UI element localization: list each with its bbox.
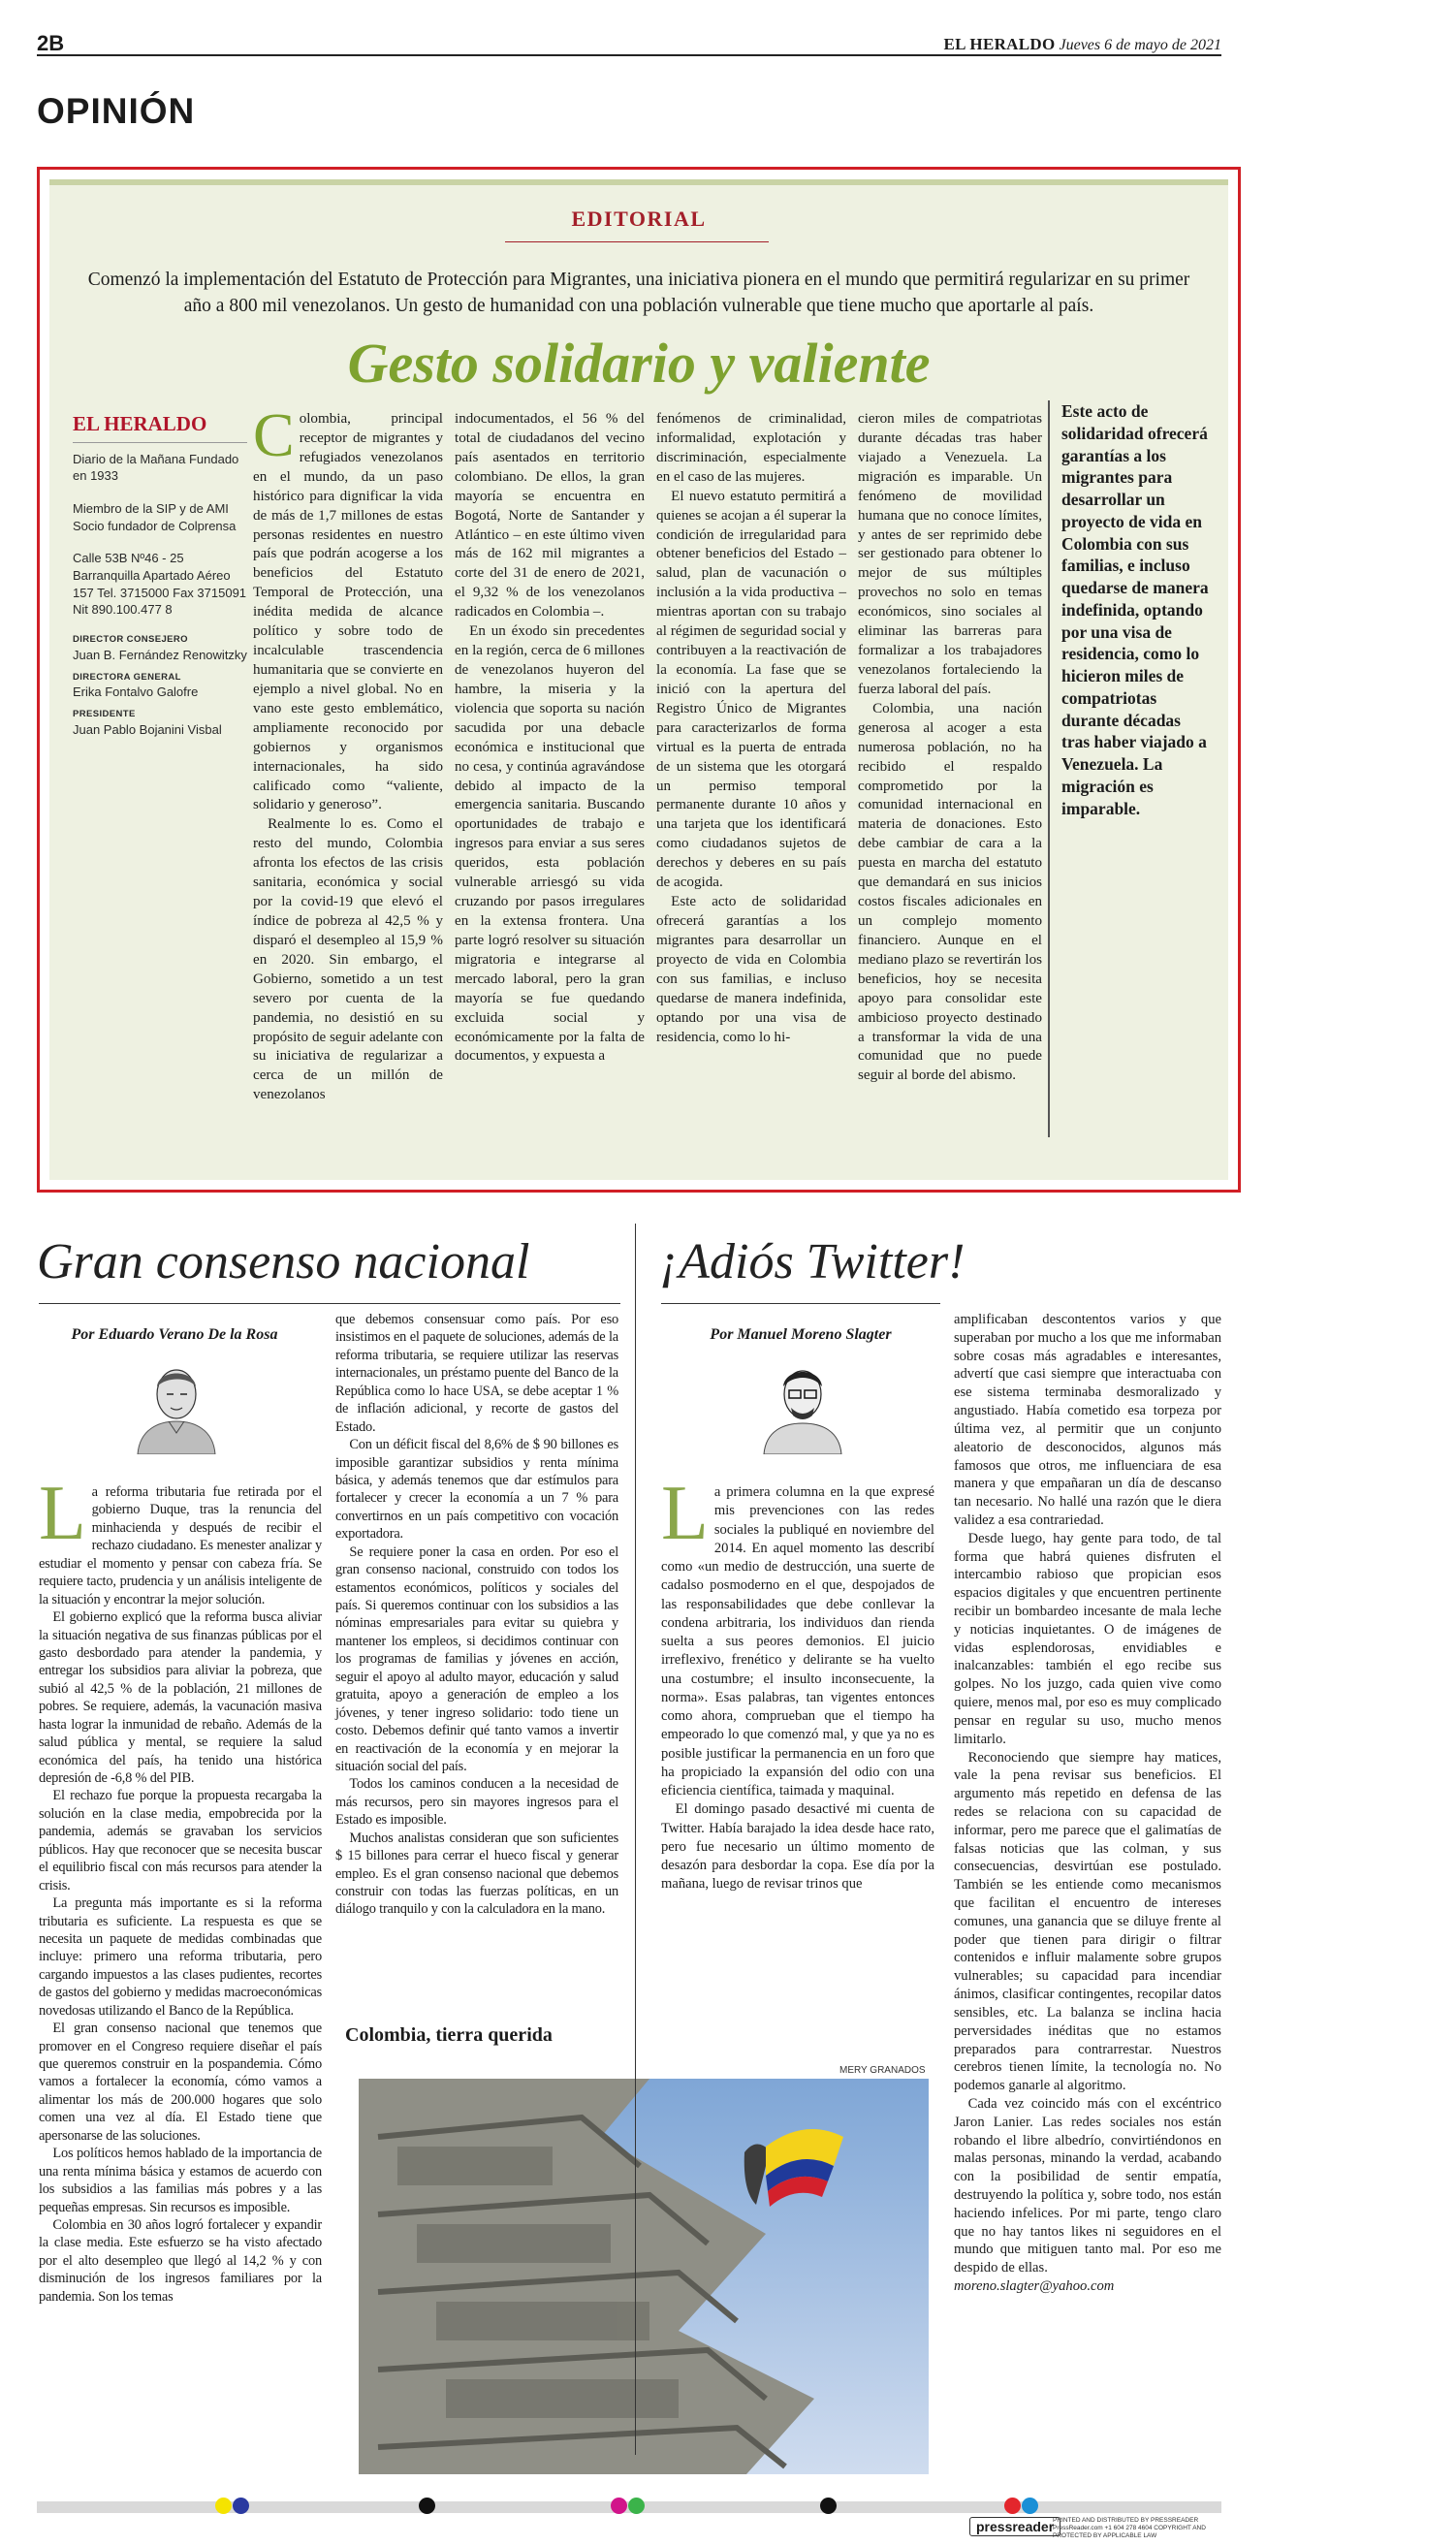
address-text: Calle 53B Nº46 - 25 Barranquilla Apartado Aéreo 157 Tel. 3715000 Fax 3715091 Nit 890.100.477 8 <box>73 551 247 618</box>
left-p2: El gobierno explicó que la reforma busca aliviar la situación negativa de sus finanzas públicas por el gasto desbordado para atender la pandemia, y entregar los subsidios para aliviar la pobreza, que subió al 42,5 % de la población, 21 millones de pobres. Se requiere, además, la vacunación masiva hasta lograr la inmunidad de rebaño. Además de la salud pública y mental, se requiere la salud económica del país, ha tenido una histórica depresión de -6,8 % del PIB. <box>39 1609 322 1786</box>
editorial-lead: Comenzó la implementación del Estatuto de Protección para Migrantes, una iniciativa pionera en el mundo que permitirá regularizar en su primer año a 800 mil venezolanos. Un gesto de humanidad con una población vulnerable que tiene mucho que aportarle al país. <box>87 270 1190 317</box>
left-title-rule <box>39 1303 620 1304</box>
author-portrait-moreno <box>758 1352 847 1454</box>
left-q1: que debemos consensuar como país. Por eso insistimos en el paquete de soluciones, además de la reforma tributaria, se requiere utilizar las reservas internacionales, un préstamo puente del Banco de la República como lo hace USA, se debe aceptar 1 % de inflación adicional, y recorte de gastos del Estado. <box>335 1312 618 1435</box>
left-p7: Colombia en 30 años logró fortalecer y expandir la clase media. Este esfuerzo se ha visto afectado por el alto desempleo que llegó al 14,2 % y con disminución de los ingresos familiares por la pandemia. Son los temas <box>39 2216 322 2305</box>
role-presidente: PRESIDENTE <box>73 709 136 720</box>
masthead-right <box>944 35 1221 54</box>
page-number: 2B <box>37 31 65 55</box>
right-title-rule <box>661 1303 940 1304</box>
paper-name: EL HERALDO <box>943 35 1056 53</box>
editorial-frame <box>37 167 1241 1193</box>
photo-building-flag <box>359 2079 929 2474</box>
left-p4: La pregunta más importante es si la reforma tributaria es suficiente. La respuesta es que se necesita un paquete de medidas combinadas que incluye: primero una reforma tributaria, pero cargando impuestos a las clases pudientes, recortes de gastos del gobierno y medidas macroeconómicas novedosas utilizando el Banco de la República. <box>39 1895 322 2019</box>
right-q3: Reconociendo que siempre hay matices, vale la pena revisar sus beneficios. El argumento más repetido en defensa de las redes se relaciona con su capacidad de informar, pero me parece que el galimatías de falsas noticias que las colman, y sus consecuencias, desvirtúan ese postulado. También se les entiende como mecanismos que facilitan el encuentro de intereses comunes, una ganancia que se diluye frente al poder que tienen para dirigir o filtrar contenidos e influir malamente sobre grupos vulnerables; su capacidad para incendiar ánimos, clasificar contingentes, recopilar datos sensibles, etc. La balanza se inclina hacia perversidades inéditas que no estamos preparados para contrarrestar. Nuestros cerebros tienen límite, la tecnología no. No podemos ganarle al algoritmo. <box>954 1749 1221 2094</box>
right-column-title: ¡Adiós Twitter! <box>659 1234 965 1289</box>
pressreader-notice: PRINTED AND DISTRIBUTED BY PRESSREADER PressReader.com +1 604 278 4604 COPYRIGHT AND PROTECTED BY APPLICABLE LAW <box>1053 2517 1206 2539</box>
name-directora: Erika Fontalvo Galofre <box>73 684 199 700</box>
drop-cap-left: L <box>39 1471 86 1556</box>
el-heraldo-logo: EL HERALDO <box>73 410 247 443</box>
editorial-column-4 <box>858 410 1042 1086</box>
drop-cap: C <box>253 400 295 469</box>
editorial-col4-p2: Colombia, una nación generosa al acoger a esta numerosa población, no ha recibido el respaldo comprometido por la comunidad internacional en materia de donaciones. Esto debe cambiar de cara a la puesta en marcha del estatuto que demandará en sus inicios costos fiscales adicionales en un complejo momento financiero. Aunque en el mediano plazo se revertirán los beneficios, hoy se necesita apoyo para consolidar este ambicioso proyecto destinado a transformar la vida de una comunidad que no puede seguir al borde del abismo. <box>858 700 1042 1084</box>
left-p3: El rechazo fue porque la propuesta recargaba la solución en la clase media, empobrecida por la pandemia, además se gravaban los servicios públicos. Hay que reconocer que se necesita buscar el equilibrio fiscal con más recursos para atender la crisis. <box>39 1788 322 1894</box>
editorial-column-1 <box>253 400 443 1105</box>
author-portrait-verano <box>130 1352 223 1454</box>
pressreader-logo[interactable]: pressreader <box>969 2517 1060 2536</box>
editorial-col1-p1: olombia, principal receptor de migrantes y refugiados venezolanos en el mundo, da un paso histórico para dignificar la vida de más de 1,7 millones de estas personas residentes en nuestro país que podrán acogerse a los beneficios del Estatuto Temporal de Protección, una inédita medida de alcance político y sobre todo de incalculable trascendencia humanitaria que se convierte en ejemplo a nivel global. No en vano este gesto emblemático, ampliamente reconocido por gobiernos y organismos internacionales, ha sido calificado como “valiente, solidario y generoso”. <box>253 411 443 813</box>
color-dot-cyan <box>1022 2498 1038 2514</box>
right-p2: El domingo pasado desactivé mi cuenta de Twitter. Había barajado la idea desde hace rato, pero fue necesario un último momento de desazón para desbordar la copa. Ese día por la mañana, luego de revisar trinos que <box>661 1801 934 1893</box>
color-dot-black <box>419 2498 435 2514</box>
right-q2: Desde luego, hay gente para todo, de tal forma que habrá quienes disfruten el intercambio rabioso que propician esos espacios digitales y que encuentren pertinente recibir un bombardeo incesante de mala leche y noticias inquietantes. O de imágenes de vidas esplendorosas, envidiables e inalcanzables: también el ego recibe sus golpes. No los juzgo, cada quien vive como quiere, menos mal, por eso es muy complicado pensar en regular su uso, mucho menos limitarlo. <box>954 1530 1221 1747</box>
right-p1: a primera columna en la que expresé mis prevenciones con las redes sociales la publiqué en noviembre del 2014. En aquel momento las describí como «un medio de destrucción, una suerte de cadalso posmoderno en el que, despojados de las responsabilidades que debe conllevar la condena arbitraria, los individuos dan rienda suelta a sus peores demonios. El juicio irreflexivo, frenético y delirante se ha vuelto una costumbre; el insulto inconsecuente, la norma». Esas palabras, tan vigentes entonces como ahora, comprueban que el tiempo ha empeorado lo que comenzó mal, y que ya no es posible justificar la permanencia en un foro que ha propiciado la expansión del odio con una eficiencia científica, taimada y maquinal. <box>661 1484 934 1798</box>
issue-date: Jueves 6 de mayo de 2021 <box>1059 37 1221 53</box>
left-q3: Se requiere poner la casa en orden. Por eso el gran consenso nacional, construido con todos los estamentos económicos, políticos y sociales del país. Si queremos continuar con los subsidios a las nóminas empresariales para evitar su quiebra y mantener los empleos, si decidimos continuar con los programas de familias y jóvenes en acción, seguir el apoyo al adulto mayor, educación y salud gratuita, apoyo a generación de empleo a los jóvenes, y tener ingreso solidario: todo tiene un costo. Debemos definir qué tanto vamos a invertir en reactivación de la economía y en mejorar la situación social del país. <box>335 1544 618 1774</box>
color-dot-green <box>628 2498 645 2514</box>
left-column-text-1 <box>39 1471 322 2306</box>
left-p5: El gran consenso nacional que tenemos que promover en el Congreso requiere diseñar el país que queremos construir en la pospandemia. Cómo vamos a fortalecer la economía, cómo vamos a alimentar los más de 200.000 hogares que solo comen una vez al día. El Estado tiene que apersonarse de las soluciones. <box>39 2021 322 2144</box>
name-presidente: Juan Pablo Bojanini Visbal <box>73 721 222 737</box>
member-text: Miembro de la SIP y de AMI Socio fundador de Colprensa <box>73 500 237 533</box>
left-p6: Los políticos hemos hablado de la importancia de una renta mínima básica y estamos de acuerdo con los subsidios a las familias más pobres y a las pequeñas empresas. Sin recursos es imposible. <box>39 2146 322 2215</box>
color-dot-magenta <box>611 2498 627 2514</box>
editorial-col2-p2: En un éxodo sin precedentes en la región, cerca de 6 millones de venezolanos huyeron del hambre, la miseria y la violencia que soporta su nación sacudida por una debacle económica e institucional que no cesa, y continúa agravándose debido al impacto de la emergencia sanitaria. Buscando oportunidades de trabajo e ingresos para enviar a sus seres queridos, esta población vulnerable arriesgó su vida cruzando por pasos irregulares en la extensa frontera. Una parte logró resolver su situación migratoria e integrarse al mercado laboral, pero la gran mayoría se fue quedando excluida social y económicamente por la falta de documentos, y expuesta a <box>455 623 645 1065</box>
color-dot-black-2 <box>820 2498 837 2514</box>
pull-quote: Este acto de solidaridad ofrecerá garantías a los migrantes para desarrollar un proyecto de vida en Colombia con sus familias, e incluso quedarse de manera indefinida, optando por una visa de residencia, como lo hicieron miles de compatriotas durante décadas tras haber viajado a Venezuela. La migración es imparable. <box>1048 400 1209 1137</box>
editorial-col3-p3: Este acto de solidaridad ofrecerá garantías a los migrantes para desarrollar un proyecto de vida en Colombia con sus familias, e incluso quedarse de manera indefinida, optando por una visa de residencia, como lo hi- <box>656 894 846 1045</box>
editorial-col1-p2: Realmente lo es. Como el resto del mundo, Colombia afronta los efectos de las crisis sanitaria, económica y social por la covid-19 que elevó el índice de pobreza al 42,5 % y disparó el desempleo al 15,9 % en 2020. Sin embargo, el Gobierno, sometido a un test severo por cuenta de la pandemia, no desistió en su propósito de seguir adelante con su iniciativa de regularizar a cerca de un millón de venezolanos <box>253 816 443 1103</box>
role-directora: DIRECTORA GENERAL <box>73 671 181 683</box>
left-q2: Con un déficit fiscal del 8,6% de $ 90 billones es imposible garantizar subsidios y renta mínima básica, y además tenemos que dar estímulos para fortalecer y crecer la economía a un 7 % para convertirnos en un país competitivo con vocación exportadora. <box>335 1437 618 1543</box>
left-column-text-2 <box>335 1311 618 1919</box>
left-byline: Por Eduardo Verano De la Rosa <box>71 1326 278 1343</box>
editorial-col2-p1: indocumentados, el 56 % del total de ciudadanos del vecino país asentados en territorio colombiano. De ellos, la gran mayoría se encuentra en Bogotá, Norte de Santander y Atlántico – en este último viven más de 162 mil migrantes a corte del 31 de enero de 2021, el 9,32 % de los venezolanos radicados en Colombia –. <box>455 411 645 621</box>
left-column-title: Gran consenso nacional <box>37 1234 530 1289</box>
name-director: Juan B. Fernández Renowitzky <box>73 647 247 662</box>
column-divider <box>635 1224 636 2455</box>
editorial-col3-p2: El nuevo estatuto permitirá a quienes se acojan a él superar la condición de irregularidad para obtener beneficios del Estado – salud, plan de vacunación o inclusión a la vida productiva –mientras aportan con su trabajo al régimen de seguridad social y contribuyen a la reactivación de la economía. La fase que se inició con la apertura del Registro Único de Migrantes para caracterizarlos de forma virtual es la puerta de entrada de un sistema que les otorgará un permiso temporal permanente durante 10 años y una tarjeta que los identificará como ciudadanos sujetos de derechos y deberes en su país de acogida. <box>656 488 846 891</box>
editorial-box <box>49 179 1228 1180</box>
editorial-col3-p1: fenómenos de criminalidad, informalidad, explotación y discriminación, especialmente en el caso de las mujeres. <box>656 411 846 485</box>
editorial-title: Gesto solidario y valiente <box>347 332 931 395</box>
color-dot-yellow <box>215 2498 232 2514</box>
editorial-column-3 <box>656 410 846 1047</box>
left-p1: a reforma tributaria fue retirada por el gobierno Duque, tras la renuncia del minhacienda y después de recibir el rechazo ciudadano. Es menester analizar y estudiar el momento y pensar con cabeza fría. Se requiere tacto, prudencia y un análisis inteligente de la situación y encontrar la mejor solución. <box>39 1484 322 1607</box>
right-byline: Por Manuel Moreno Slagter <box>710 1326 892 1343</box>
author-email[interactable]: moreno.slagter@yahoo.com <box>954 2278 1115 2295</box>
editorial-kicker: EDITORIAL <box>571 207 707 231</box>
kicker-rule <box>505 241 769 242</box>
right-column-text-2 <box>954 1311 1221 2296</box>
color-dot-red <box>1004 2498 1021 2514</box>
drop-cap-right: L <box>661 1471 709 1556</box>
right-q1: amplificaban descontentos varios y que superaban por mucho a los que me informaban sobre cosas más agradables e interesantes, advertí que casi siempre que interactuaba con ese sistema terminaba desmoralizado y angustiado. Había cometido esa torpeza por última vez, al permitir que un conjunto aleatorio de desconocidos, algunos más famosos que otros, me influenciara de esa manera y que empañaran un día de descanso tan necesario. No hallé una razón que le diera validez a esa contrariedad. <box>954 1312 1221 1528</box>
photo-credit: MERY GRANADOS <box>839 2065 926 2076</box>
right-q4: Cada vez coincido más con el excéntrico Jaron Lanier. Las redes sociales nos están robando el libre albedrío, convirtiéndonos en malas personas, minando la verdad, acabando con la posibilidad de sentir empatía, destruyendo la política y, sobre todo, nos están haciendo infelices. Por mi parte, tengo claro que no hay tantos likes ni seguidores en el mundo que mitiguen tanto mal. Por eso me despido de ellas. <box>954 2095 1221 2276</box>
founded-text: Diario de la Mañana Fundado en 1933 <box>73 451 239 484</box>
left-q5: Muchos analistas consideran que son suficientes $ 15 billones para cerrar el hueco fiscal y generar empleo. Es el gran consenso nacional que debemos construir con todas las fuerzas políticas, en un diálogo tranquilo y con la calculadora en la mano. <box>335 1830 618 1918</box>
color-dot-blue <box>233 2498 249 2514</box>
masthead <box>37 29 1221 56</box>
editorial-column-2 <box>455 410 645 1066</box>
section-title: OPINIÓN <box>37 91 196 131</box>
editorial-col4-p1: cieron miles de compatriotas durante décadas tras haber viajado a Venezuela. La migración es imparable. Un fenómeno de movilidad humana que no conoce límites, y antes de ser reprimido debe ser gestionado para obtener lo mejor de sus múltiples provechos no solo en temas económicos, sino sociales al eliminar las barreras para formalizar a los trabajadores venezolanos fortaleciendo la fuerza laboral del país. <box>858 411 1042 697</box>
left-q4: Todos los caminos conducen a la necesidad de más recursos, pero sin mayores ingresos para el Estado es imposible. <box>335 1776 618 1829</box>
masthead-info <box>73 410 247 739</box>
role-director: DIRECTOR CONSEJERO <box>73 633 188 645</box>
photo-title: Colombia, tierra querida <box>345 2024 553 2046</box>
right-column-text-1 <box>661 1471 934 1894</box>
